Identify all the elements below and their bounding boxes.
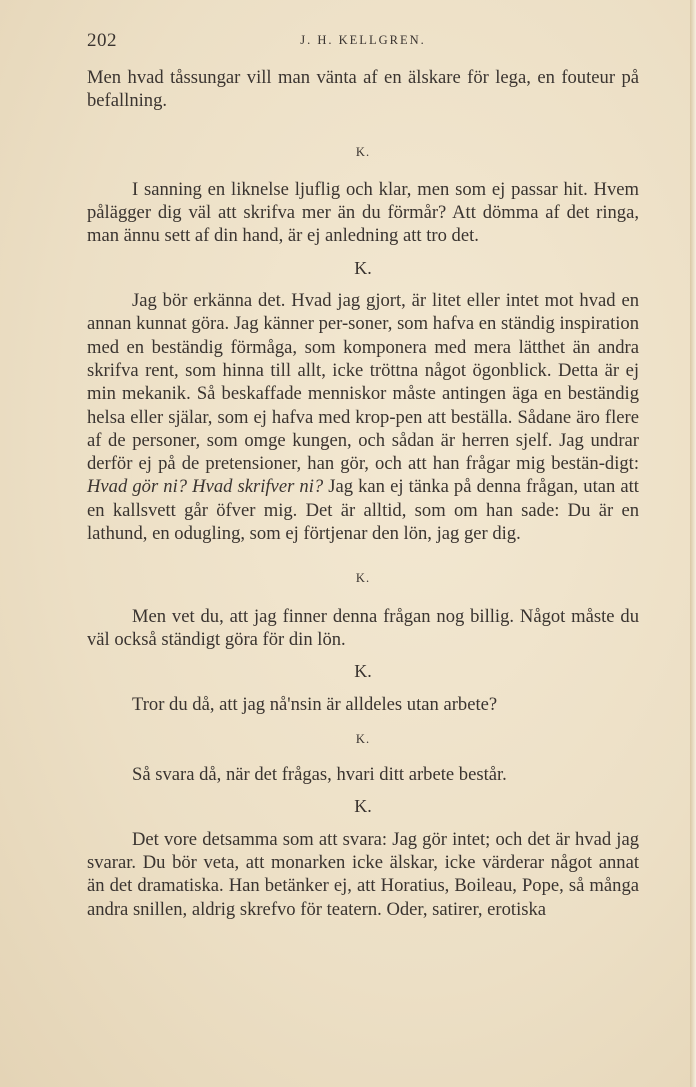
speaker-label-3: K. bbox=[355, 571, 371, 586]
page-edge bbox=[690, 0, 696, 1087]
paragraph-5: Tror du då, att jag nå'nsin är alldeles utan arbete? bbox=[132, 693, 498, 715]
speaker-label-5: K. bbox=[355, 731, 371, 746]
paragraph-4: Men vet du, att jag finner denna frågan nog billig. Något måste du väl också ständigt göra för din lön. bbox=[87, 605, 639, 650]
paragraph-2: I sanning en liknelse ljuflig och klar, men som ej passar hit. Hvem pålägger dig väl att skrifva mer än du förmår? Att dömma af det ringa, man ännu sett af din hand, är ej anledning att tro det. bbox=[87, 178, 639, 247]
question-what-do-you-write: Hvad skrifver ni? bbox=[192, 476, 324, 498]
paragraph-3-text-a: Jag bör erkänna det. Hvad jag gjort, är litet eller intet mot hvad en annan kunnat göra. Jag känner per-soner, som hafva en ständig inspiration med en beständig förmåga, som komponera med mera lätthet än andra skrifva rent, som hinna till allt, icke tröttna något ögonblick. Detta är ej min mekanik. Så beskaffade menniskor måste antingen äga en beständig helsa eller själar, som ej hafva med krop-pen att beställa. Sådane äro flere af de personer, som omge kungen, och sådan är herren sjelf. Jag undrar derför ej på de pretensioner, han gör, och att han frågar mig bestän-digt: bbox=[87, 290, 639, 475]
paragraph-3-text-b: Jag kan ej tänka på denna frågan, utan att en kallsvett går öfver mig. Det är alltid, som om han sade: Du är en lathund, en odugling, som ej förtjenar den lön, jag ger dig. bbox=[87, 476, 639, 545]
paragraph-1: Men hvad tåssungar vill man vänta af en älskare för lega, en fouteur på befallning. bbox=[87, 67, 639, 112]
paragraph-3 bbox=[87, 289, 639, 545]
page-number: 202 bbox=[87, 30, 117, 51]
paragraph-7: Det vore detsamma som att svara: Jag gör intet; och det är hvad jag svarar. Du bör veta, att monarken icke älskar, icke värderar något annat än det dramatiska. Han betänker ej, att Horatius, Boileau, Pope, så många andra snillen, aldrig skrefvo för teatern. Oder, satirer, erotiska bbox=[87, 828, 639, 920]
speaker-label-6: K. bbox=[354, 796, 372, 817]
page-body bbox=[87, 66, 639, 921]
speaker-label-2: K. bbox=[354, 257, 372, 278]
question-what-do-you-do: Hvad gör ni? bbox=[87, 476, 188, 498]
speaker-label-4: K. bbox=[354, 661, 372, 682]
page-header bbox=[87, 30, 639, 54]
running-head: J. H. KELLGREN. bbox=[300, 33, 426, 47]
paragraph-6: Så svara då, när det frågas, hvari ditt arbete består. bbox=[132, 764, 507, 786]
speaker-label-1: K. bbox=[355, 144, 371, 159]
